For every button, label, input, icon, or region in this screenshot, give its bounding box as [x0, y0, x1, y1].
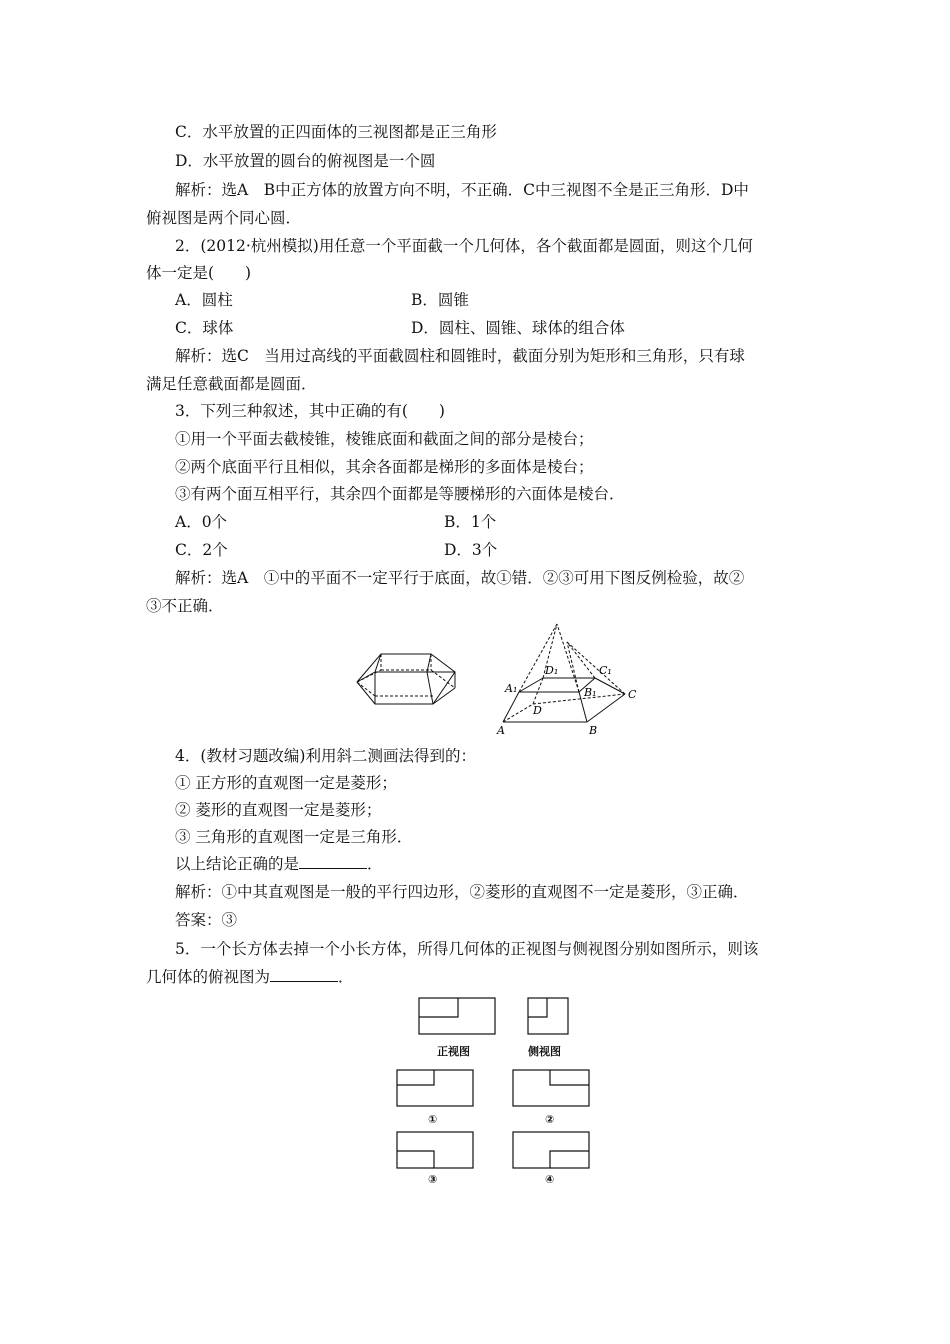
q2-analysis-line1: 解析：选C 当用过高线的平面截圆柱和圆锥时，截面分别为矩形和三角形，只有球 — [175, 347, 745, 365]
q4-prompt: 以上结论正确的是 ． — [175, 855, 383, 873]
q3-option-c: C．2个 — [175, 541, 228, 559]
q5-front-view — [418, 997, 496, 1035]
q2-stem-line2: 体一定是( ) — [146, 264, 252, 282]
q3-stem: 3．下列三种叙述，其中正确的有( ) — [175, 402, 445, 420]
q1-analysis-line1: 解析：选A B中正方体的放置方向不明，不正确．C中三视图不全是正三角形．D中 — [175, 181, 749, 199]
label-c1: C₁ — [599, 664, 612, 677]
q3-statement-1: ①用一个平面去截棱锥，棱锥底面和截面之间的部分是棱台； — [175, 430, 594, 448]
q3-statement-3: ③有两个面互相平行，其余四个面都是等腰梯形的六面体是棱台． — [175, 485, 625, 503]
q3-figure-frustum — [495, 622, 645, 742]
q5-stem-line2-text: 几何体的俯视图为 — [146, 968, 271, 986]
q1-option-d: D．水平放置的圆台的俯视图是一个圆 — [175, 152, 436, 170]
q2-analysis-line2: 满足任意截面都是圆面． — [146, 375, 317, 393]
q5-option-2-figure — [512, 1069, 590, 1107]
q5-answer-blank — [270, 967, 338, 982]
label-b1: B₁ — [584, 686, 597, 699]
q1-option-c: C．水平放置的正四面体的三视图都是正三角形 — [175, 123, 497, 141]
q2-option-d: D．圆柱、圆锥、球体的组合体 — [411, 319, 625, 337]
q4-stem: 4．(教材习题改编)利用斜二测画法得到的： — [175, 747, 476, 765]
q5-stem-line1: 5．一个长方体去掉一个小长方体，所得几何体的正视图与侧视图分别如图所示，则该 — [175, 940, 759, 958]
q4-statement-2: ② 菱形的直观图一定是菱形； — [175, 801, 382, 819]
q3-option-a: A．0个 — [175, 513, 228, 531]
q5-option-1-figure — [396, 1069, 474, 1107]
q2-option-a: A．圆柱 — [175, 291, 233, 309]
q4-analysis: 解析：①中其直观图是一般的平行四边形，②菱形的直观图不一定是菱形，③正确． — [175, 883, 749, 901]
label-d1: D₁ — [545, 664, 559, 677]
q4-answer-blank — [299, 854, 367, 869]
q3-option-b: B．1个 — [444, 513, 497, 531]
label-b: B — [589, 724, 598, 737]
q5-caption-front: 正视图 — [437, 1045, 470, 1058]
q3-option-d: D．3个 — [444, 541, 498, 559]
q5-stem-line2: 几何体的俯视图为 ． — [146, 968, 354, 986]
q2-stem-line1: 2．(2012·杭州模拟)用任意一个平面截一个几何体，各个截面都是圆面，则这个几何 — [175, 237, 753, 255]
q5-option-3-figure — [396, 1131, 474, 1169]
label-c: C — [628, 688, 637, 701]
label-a: A — [497, 724, 505, 737]
q1-analysis-line2: 俯视图是两个同心圆． — [146, 209, 302, 227]
q3-figure-prism — [355, 650, 465, 720]
q4-answer: 答案：③ — [175, 911, 238, 929]
q3-analysis-line1: 解析：选A ①中的平面不一定平行于底面，故①错．②③可用下图反例检验，故② — [175, 569, 745, 587]
q3-analysis-line2: ③不正确． — [146, 597, 224, 615]
q5-caption-option-2: ② — [545, 1113, 555, 1126]
q4-statement-1: ① 正方形的直观图一定是菱形； — [175, 774, 397, 792]
q4-statement-3: ③ 三角形的直观图一定是三角形． — [175, 828, 413, 846]
q5-caption-option-3: ③ — [428, 1173, 438, 1186]
q5-caption-option-1: ① — [428, 1113, 438, 1126]
label-a1: A₁ — [505, 682, 518, 695]
q5-side-view — [527, 997, 569, 1035]
q4-prompt-text: 以上结论正确的是 — [175, 855, 300, 873]
q2-option-c: C．球体 — [175, 319, 234, 337]
label-d: D — [533, 704, 542, 717]
q3-statement-2: ②两个底面平行且相似，其余各面都是梯形的多面体是棱台； — [175, 458, 594, 476]
q5-option-4-figure — [512, 1131, 590, 1169]
q2-option-b: B．圆锥 — [411, 291, 469, 309]
q5-caption-option-4: ④ — [545, 1173, 555, 1186]
q5-caption-side: 侧视图 — [528, 1045, 561, 1058]
